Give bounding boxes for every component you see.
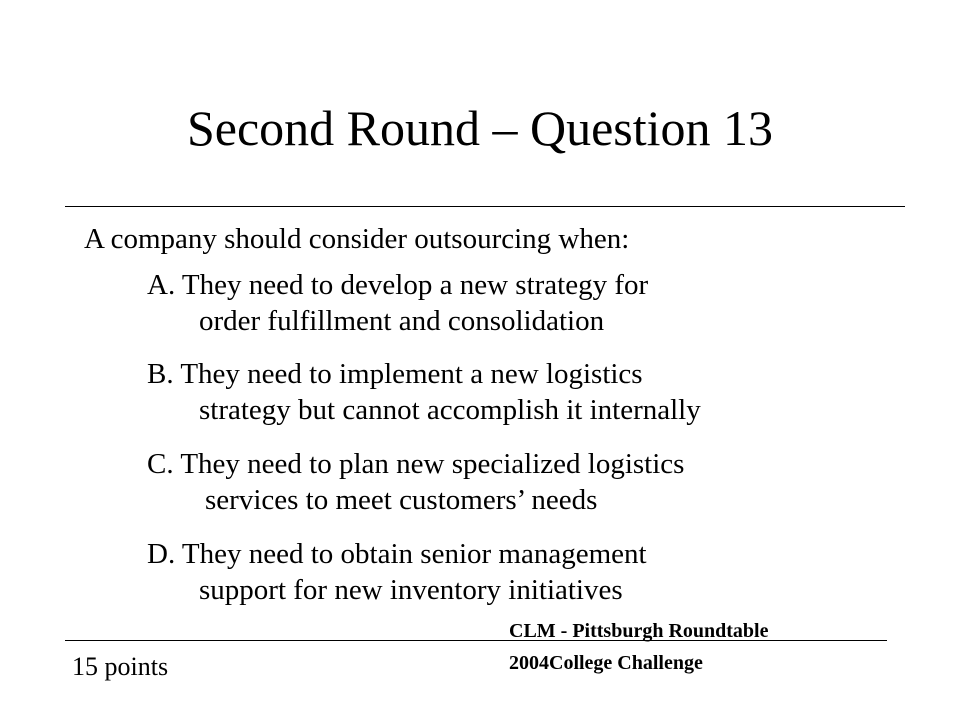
option-b-line1: B. They need to implement a new logistics — [147, 358, 643, 390]
footer-org: CLM - Pittsburgh Roundtable — [509, 620, 769, 642]
slide-title: Second Round – Question 13 — [186, 100, 774, 156]
question-text: A company should consider outsourcing when: — [84, 223, 630, 255]
option-a-line2: order fulfillment and consolidation — [199, 305, 605, 337]
option-c-line2: services to meet customers’ needs — [205, 484, 598, 516]
option-c — [147, 446, 684, 518]
title-divider — [65, 206, 905, 207]
footer-event: 2004College Challenge — [509, 652, 703, 674]
footer-points: 15 points — [72, 652, 169, 681]
option-d-line2: support for new inventory initiatives — [199, 574, 623, 606]
option-c-line1: C. They need to plan new specialized logistics — [147, 448, 685, 480]
option-d — [147, 536, 647, 608]
option-b-line2: strategy but cannot accomplish it internally — [199, 394, 701, 426]
option-b — [147, 356, 701, 428]
option-a-line1: A. They need to develop a new strategy for — [147, 269, 649, 301]
option-a — [147, 267, 648, 339]
footer-divider-left — [65, 640, 509, 641]
option-d-line1: D. They need to obtain senior management — [147, 538, 647, 570]
